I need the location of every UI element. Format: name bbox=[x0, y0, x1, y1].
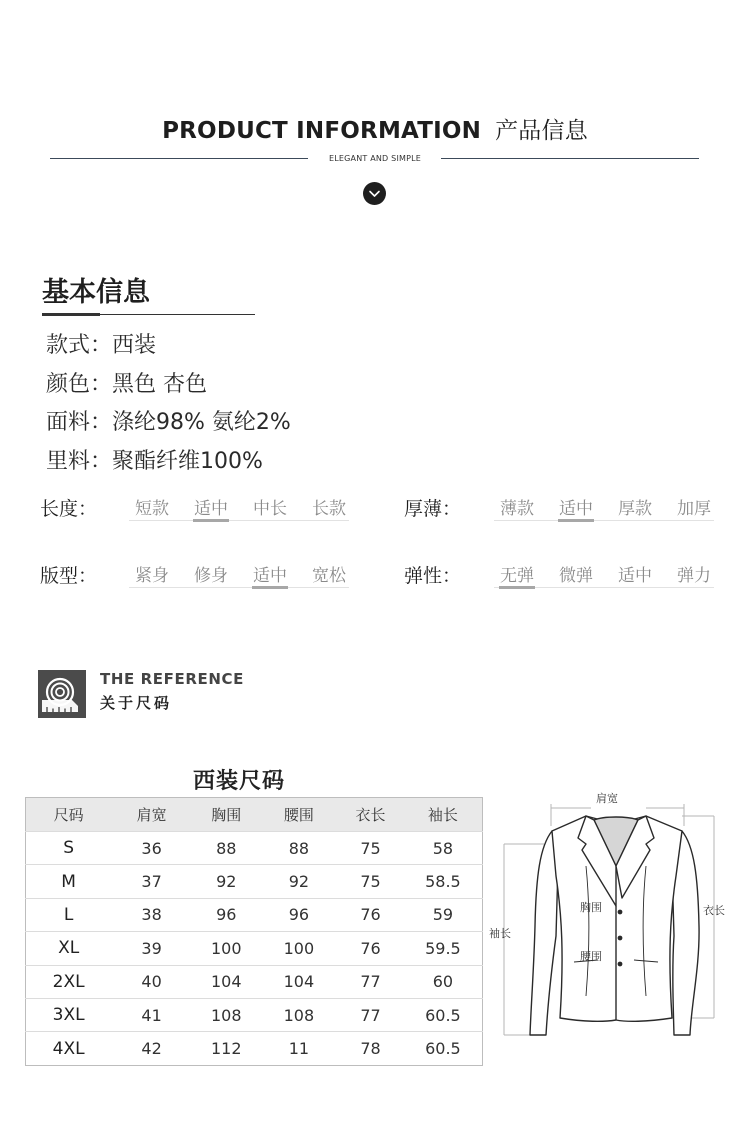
size-label-cell: M bbox=[26, 865, 112, 898]
size-value-cell: 60.5 bbox=[404, 998, 483, 1031]
label-chest: 胸围 bbox=[580, 901, 602, 914]
spec-lining: 里料：聚酯纤维100% bbox=[46, 449, 263, 474]
reference-title-zh: 关于尺码 bbox=[100, 694, 173, 712]
size-value-cell: 39 bbox=[111, 932, 192, 965]
chevron-down-icon bbox=[363, 182, 386, 205]
header-subtitle: ELEGANT AND SIMPLE bbox=[0, 154, 750, 163]
size-value-cell: 100 bbox=[261, 932, 338, 965]
size-value-cell: 75 bbox=[337, 832, 404, 865]
size-chart-row bbox=[26, 998, 483, 1031]
attr-fit-option: 宽松 bbox=[312, 566, 346, 586]
size-label-cell: XL bbox=[26, 932, 112, 965]
size-chart-row bbox=[26, 1032, 483, 1065]
title-en: PRODUCT INFORMATION bbox=[162, 118, 482, 144]
attr-thickness-selected-indicator bbox=[558, 519, 594, 522]
size-label-cell: 4XL bbox=[52, 1038, 85, 1059]
attr-length-label: 长度： bbox=[40, 498, 98, 520]
attr-fit-baseline bbox=[129, 587, 349, 588]
attr-elasticity-option: 无弹 bbox=[500, 566, 534, 586]
size-value-cell: 88 bbox=[261, 832, 338, 865]
size-chart-header-cell: 袖长 bbox=[404, 798, 483, 832]
measuring-tape-icon bbox=[38, 670, 86, 718]
attr-thickness-option: 厚款 bbox=[618, 499, 652, 519]
attr-thickness-option: 薄款 bbox=[500, 499, 534, 519]
basic-info-title: 基本信息 bbox=[42, 277, 150, 308]
label-waist: 腰围 bbox=[580, 950, 602, 963]
size-value-cell: 38 bbox=[111, 898, 192, 931]
basic-info-underline-accent bbox=[42, 313, 100, 316]
size-value-cell: 58 bbox=[404, 832, 483, 865]
size-chart-row bbox=[26, 832, 483, 865]
size-value-cell: 108 bbox=[261, 998, 338, 1031]
size-value-cell: 104 bbox=[192, 965, 261, 998]
attr-thickness-option: 加厚 bbox=[677, 499, 711, 519]
size-value-cell: 58.5 bbox=[404, 865, 483, 898]
label-shoulder: 肩宽 bbox=[596, 792, 618, 805]
jacket-outline bbox=[530, 816, 699, 1035]
size-chart-header-row bbox=[26, 798, 483, 832]
size-value-cell: 41 bbox=[111, 998, 192, 1031]
size-label-cell: S bbox=[26, 832, 112, 865]
size-chart-header-cell: 胸围 bbox=[192, 798, 261, 832]
size-value-cell: 88 bbox=[192, 832, 261, 865]
size-label-cell: 2XL bbox=[26, 965, 112, 998]
size-value-cell: 60 bbox=[404, 965, 483, 998]
size-value-cell: 11 bbox=[288, 1039, 310, 1059]
size-chart-row bbox=[26, 865, 483, 898]
attr-elasticity-option: 适中 bbox=[618, 566, 652, 586]
size-value-cell: 77 bbox=[337, 998, 404, 1031]
size-chart-row bbox=[26, 898, 483, 931]
attr-length-option: 长款 bbox=[312, 499, 346, 519]
attr-elasticity-label: 弹性： bbox=[404, 565, 462, 587]
size-value-cell: 96 bbox=[192, 898, 261, 931]
size-value-cell: 59 bbox=[404, 898, 483, 931]
size-value-cell: 37 bbox=[111, 865, 192, 898]
size-chart-header-cell: 腰围 bbox=[261, 798, 338, 832]
size-value-cell: 42 bbox=[141, 1039, 162, 1059]
size-value-cell: 96 bbox=[261, 898, 338, 931]
size-label-cell: L bbox=[26, 898, 112, 931]
title-zh: 产品信息 bbox=[495, 118, 588, 144]
attr-length-baseline bbox=[129, 520, 349, 521]
attr-fit-option: 适中 bbox=[253, 566, 287, 586]
size-chart-header-cell: 衣长 bbox=[337, 798, 404, 832]
attr-fit-label: 版型： bbox=[40, 565, 98, 587]
spec-fabric: 面料：涤纶98% 氨纶2% bbox=[46, 410, 291, 435]
size-value-cell: 40 bbox=[111, 965, 192, 998]
attr-elasticity-option: 弹力 bbox=[677, 566, 711, 586]
page-title bbox=[0, 112, 750, 145]
size-value-cell: 76 bbox=[337, 898, 404, 931]
label-sleeve: 袖长 bbox=[489, 927, 511, 940]
size-chart-header-cell: 肩宽 bbox=[111, 798, 192, 832]
size-value-cell: 78 bbox=[360, 1039, 381, 1059]
attr-elasticity-selected-indicator bbox=[499, 586, 535, 589]
size-value-cell: 108 bbox=[192, 998, 261, 1031]
size-chart-title: 西装尺码 bbox=[193, 769, 286, 794]
size-label-cell: 3XL bbox=[26, 998, 112, 1031]
size-value-cell: 77 bbox=[337, 965, 404, 998]
attr-thickness-label: 厚薄： bbox=[404, 498, 462, 520]
attr-fit-option: 修身 bbox=[194, 566, 228, 586]
size-value-cell: 104 bbox=[261, 965, 338, 998]
size-value-cell: 76 bbox=[337, 932, 404, 965]
jacket-measurement-diagram bbox=[486, 786, 750, 1046]
attr-thickness-baseline bbox=[494, 520, 714, 521]
attr-thickness-option: 适中 bbox=[559, 499, 593, 519]
attr-elasticity-option: 微弹 bbox=[559, 566, 593, 586]
size-value-cell: 59.5 bbox=[404, 932, 483, 965]
attr-fit-selected-indicator bbox=[252, 586, 288, 589]
attr-length-option: 适中 bbox=[194, 499, 228, 519]
label-length: 衣长 bbox=[703, 904, 725, 917]
attr-length-option: 中长 bbox=[253, 499, 287, 519]
size-value-cell: 100 bbox=[192, 932, 261, 965]
size-value-cell: 60.5 bbox=[425, 1039, 461, 1059]
size-value-cell: 92 bbox=[192, 865, 261, 898]
spec-color: 颜色：黑色 杏色 bbox=[46, 372, 207, 397]
size-chart-row bbox=[26, 932, 483, 965]
attr-length-selected-indicator bbox=[193, 519, 229, 522]
reference-title-en: THE REFERENCE bbox=[100, 670, 244, 688]
attr-length-option: 短款 bbox=[135, 499, 169, 519]
size-chart-header-cell: 尺码 bbox=[26, 798, 112, 832]
size-value-cell: 112 bbox=[210, 1039, 242, 1059]
size-chart-table bbox=[25, 797, 483, 1066]
spec-style: 款式：西装 bbox=[46, 333, 157, 358]
size-value-cell: 75 bbox=[337, 865, 404, 898]
attr-fit-option: 紧身 bbox=[135, 566, 169, 586]
size-chart-row bbox=[26, 965, 483, 998]
size-value-cell: 36 bbox=[111, 832, 192, 865]
size-chart-body bbox=[26, 832, 483, 1066]
size-value-cell: 92 bbox=[261, 865, 338, 898]
